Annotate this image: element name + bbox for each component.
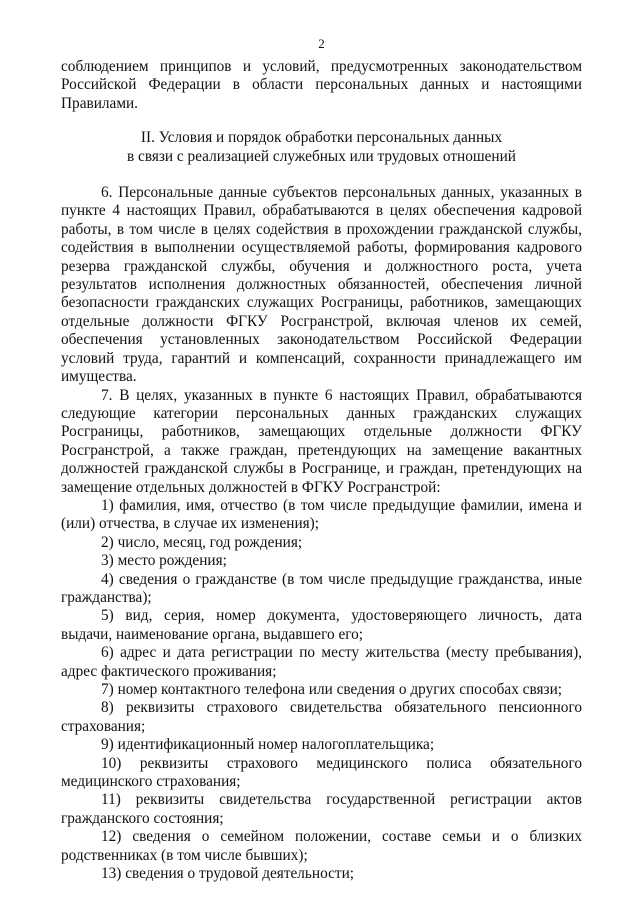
list-item: 3) место рождения; (101, 552, 227, 570)
list-item: 10) реквизиты страхового медицинского полиса обязательного медицинского страхования; (61, 754, 582, 791)
list-item: 13) сведения о трудовой деятельности; (101, 865, 355, 883)
list-item: 5) вид, серия, номер документа, удостоверяющего личность, дата выдачи, наименование органа, выдавшего его; (61, 607, 582, 643)
list-item: 8) реквизиты страхового свидетельства обязательного пенсионного страхования; (61, 699, 582, 735)
list-item: 12) сведения о семейном положении, составе семьи и о близких родственниках (в том числе бывших); (61, 828, 582, 864)
section-heading-line-1: II. Условия и порядок обработки персональных данных (140, 129, 503, 147)
page-number: 2 (318, 36, 325, 51)
paragraph-6: 6. Персональные данные субъектов персональных данных, указанных в пункте 4 настоящих Правил, обрабатываются в целях обеспечения кадровой работы, в том числе в целях содействия в прохождении гражданской службы, содействия в выполнении осуществляемой работы, формирования кадрового резерва гражданской службы, обучения и должностного роста, учета результатов исполнения должностных обязанностей, обеспечения личной безопасности гражданских служащих Росграницы, работников, замещающих отдельные должности ФГКУ Росгранстрой, включая членов их семей, обеспечения установленных законодательством Российской Федерации условий труда, гарантий и компенсаций, сохранности принадлежащего им имущества. (61, 184, 582, 386)
list-item: 4) сведения о гражданстве (в том числе предыдущие гражданства, иные гражданства); (61, 570, 582, 606)
list-item: 9) идентификационный номер налогоплательщика; (101, 736, 435, 754)
list-item: 1) фамилия, имя, отчество (в том числе предыдущие фамилии, имена и (или) отчества, в случае их изменения); (61, 496, 582, 533)
section-heading (61, 129, 582, 166)
list-item: 7) номер контактного телефона или сведения о других способах связи; (101, 681, 563, 698)
list-item: 6) адрес и дата регистрации по месту жительства (месту пребывания), адрес фактического проживания; (61, 644, 582, 680)
paragraph-7: 7. В целях, указанных в пункте 6 настоящих Правил, обрабатываются следующие категории персональных данных гражданских служащих Росграницы, работников, замещающих отдельные должности ФГКУ Росгранстрой, а также граждан, претендующих на замещение вакантных должностей гражданской службы в Росгранице, и граждан, претендующих на замещение отдельных должностей в ФГКУ Росгранстрой: (61, 386, 582, 496)
intro-paragraph: соблюдением принципов и условий, предусмотренных законодательством Российской Федерации в области персональных данных и настоящими Правилами. (61, 58, 582, 112)
list-item: 2) число, месяц, год рождения; (101, 533, 303, 551)
section-heading-line-2: в связи с реализацией служебных или трудовых отношений (126, 147, 516, 165)
list-item: 11) реквизиты свидетельства государственной регистрации актов гражданского состояния; (61, 791, 582, 827)
